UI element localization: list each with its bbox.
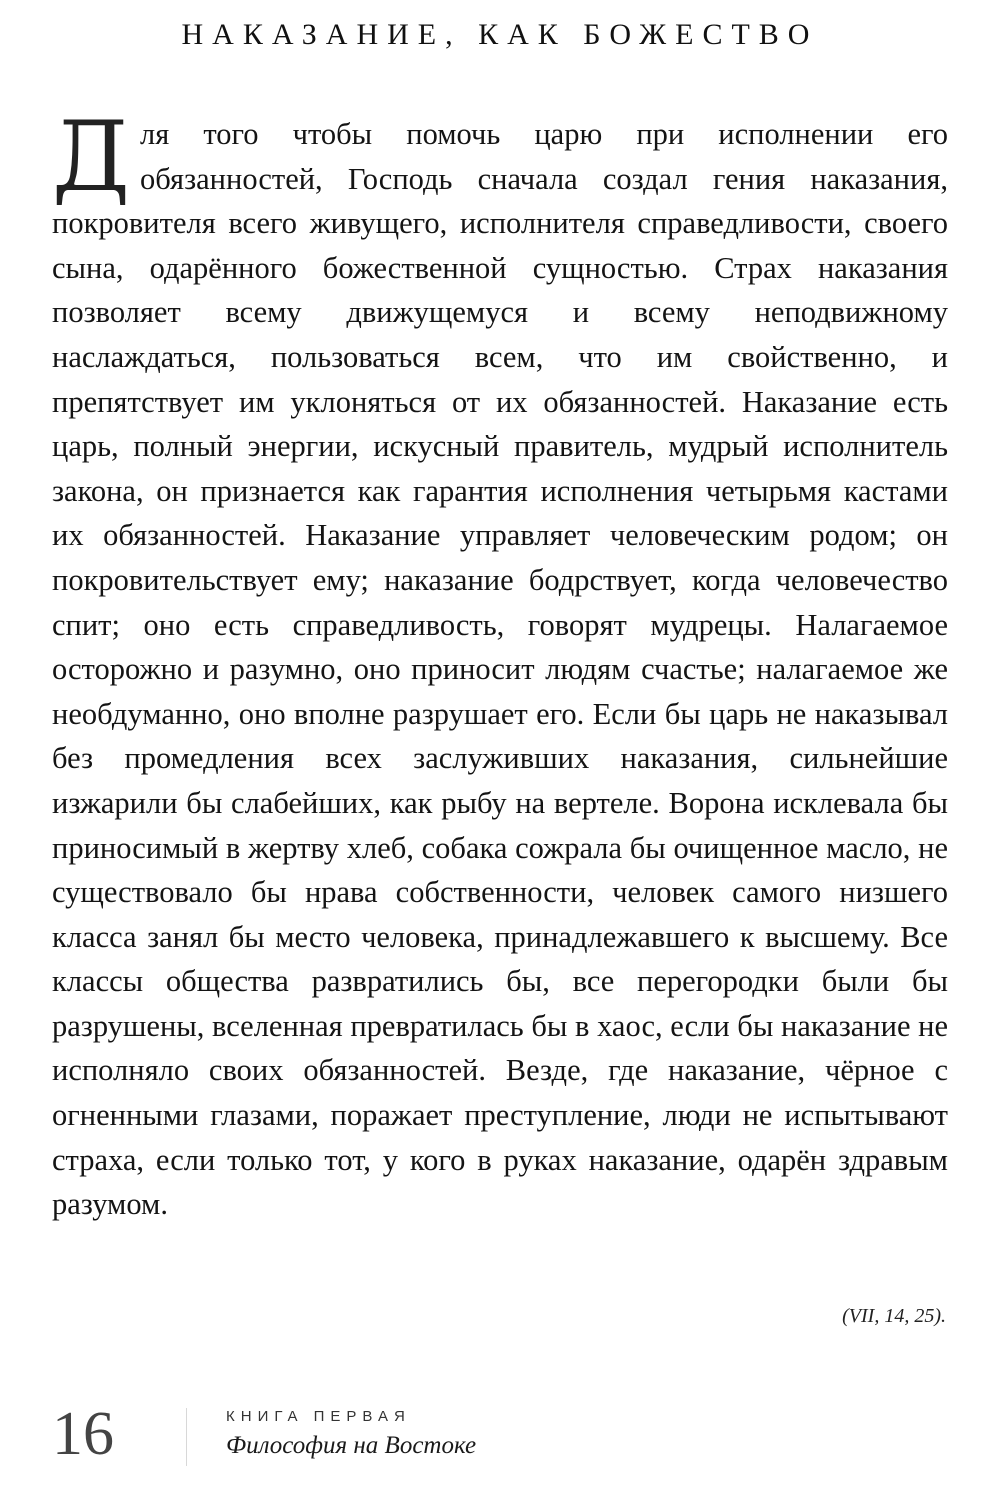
book-part-label: КНИГА ПЕРВАЯ [226, 1408, 411, 1425]
drop-cap-letter: Д [52, 101, 131, 213]
book-section-title: Философия на Востоке [226, 1432, 477, 1459]
footer-divider [186, 1408, 187, 1466]
running-head-title: НАКАЗАНИЕ, КАК БОЖЕСТВО [181, 18, 819, 51]
paragraph-text: ля того чтобы помочь царю при исполнении его обязанностей, Господь сначала создал гения наказания, покровителя всего живущего, исполнителя справедливости, своего сына, одарённого божественной сущностью. Страх наказания позволяет всему движущемуся и всему неподвижному наслаждаться, пользоваться всем, что им свойственно, и препятствует им уклоняться от их обязанностей. Наказание есть царь, полный энергии, искусный правитель, мудрый исполнитель закона, он признается как гарантия исполнения четырьмя кастами их обязанностей. Наказание управляет человеческим родом; он покровительствует ему; наказание бодрствует, когда человечество спит; оно есть справедливость, говорят мудрецы. Налагаемое осторожно и разумно, оно приносит людям счастье; налагаемое же необдуманно, оно вполне разрушает его. Если бы царь не наказывал без промедления всех заслуживших наказания, сильнейшие изжарили бы слабейших, как рыбу на вертеле. Ворона исклевала бы приносимый в жертву хлеб, собака сожрала бы очищенное масло, не существовало бы нрава собственности, человек самого низшего класса занял бы место человека, принадлежавшего к высшему. Все классы общества развратились бы, все перегородки были бы разрушены, вселенная превратилась бы в хаос, если бы наказание не исполняло своих обязанностей. Везде, где наказание, чёрное с огненными глазами, поражает преступление, люди не испытывают страха, если только тот, у кого в руках наказание, одарён здравым разумом. [52, 117, 948, 1222]
source-citation: (VII, 14, 25). [842, 1305, 946, 1327]
main-paragraph [52, 101, 948, 1227]
page-footer [52, 1400, 948, 1480]
page-number: 16 [52, 1400, 114, 1468]
